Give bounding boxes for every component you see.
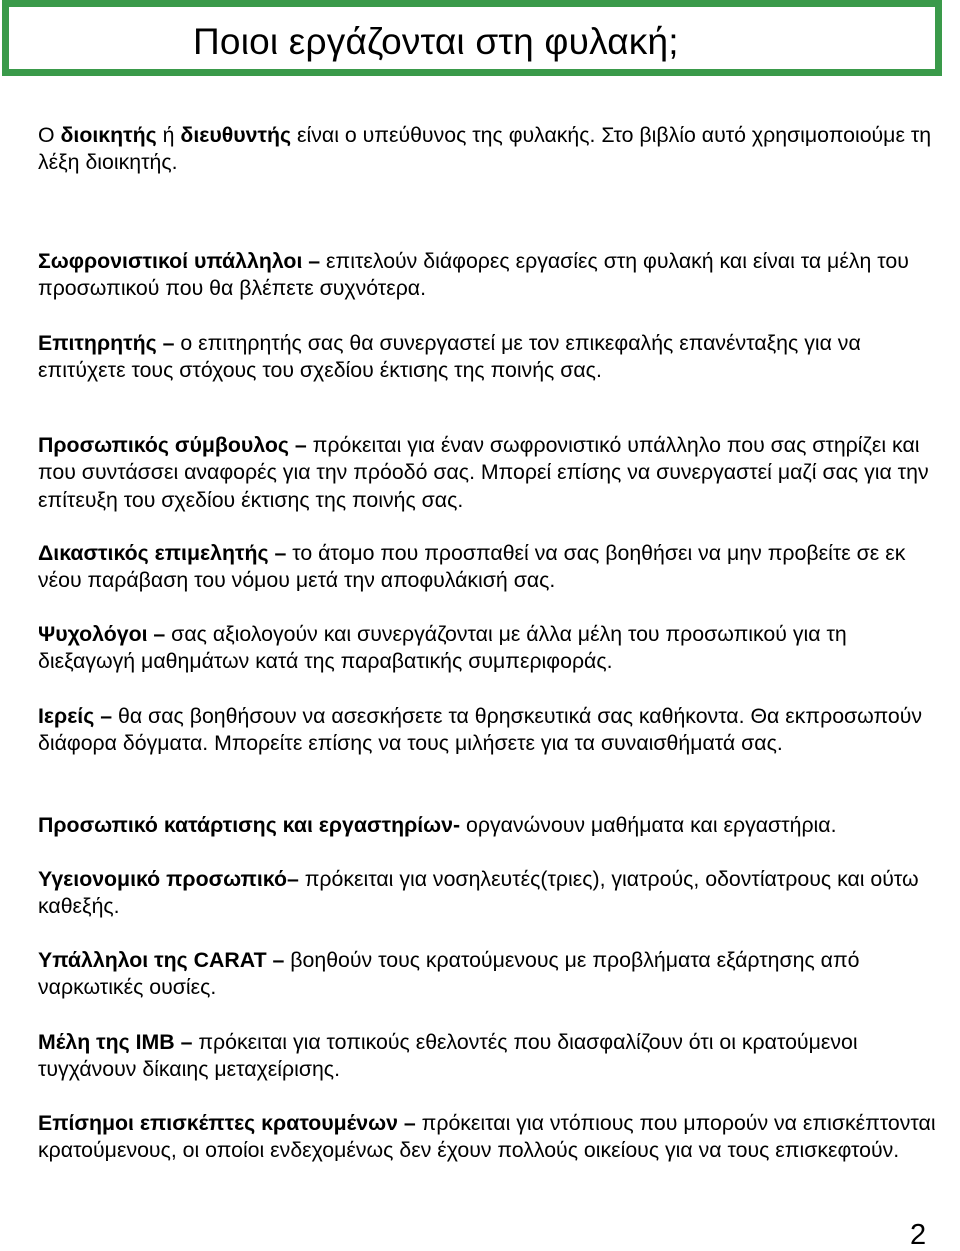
paragraph-probation-officer: Δικαστικός επιμελητής – το άτομο που προσπαθεί να σας βοηθήσει να μην προβείτε σε εκ νέου παράβαση του νόμου μετά την αποφυλάκισή σας. <box>38 541 906 593</box>
title-box <box>2 0 942 76</box>
page-title: Ποιοι εργάζονται στη φυλακή; <box>193 21 679 62</box>
paragraph-health-staff: Υγειονομικό προσωπικό– πρόκειται για νοσηλευτές(τριες), γιατρούς, οδοντίατρους και ούτω καθεξής. <box>38 867 919 919</box>
paragraph-director: Ο διοικητής ή διευθυντής είναι ο υπεύθυνος της φυλακής. Στο βιβλίο αυτό χρησιμοποιούμε τη λέξη διοικητής. <box>38 123 932 175</box>
paragraph-prison-officers: Σωφρονιστικοί υπάλληλοι – επιτελούν διάφορες εργασίες στη φυλακή και είναι τα μέλη του προσωπικού που θα βλέπετε συχνότερα. <box>38 249 909 301</box>
paragraph-training-staff: Προσωπικό κατάρτισης και εργαστηρίων- οργανώνουν μαθήματα και εργαστήρια. <box>38 813 837 837</box>
paragraph-imb-members: Μέλη της IMB – πρόκειται για τοπικούς εθελοντές που διασφαλίζουν ότι οι κρατούμενοι τυγχάνουν δίκαιης μεταχείρισης. <box>38 1030 858 1082</box>
paragraph-carat-staff: Υπάλληλοι της CARAT – βοηθούν τους κρατούμενους με προβλήματα εξάρτησης από ναρκωτικές ουσίες. <box>38 948 860 1000</box>
paragraph-supervisor: Επιτηρητής – ο επιτηρητής σας θα συνεργαστεί με τον επικεφαλής επανένταξης για να επιτύχετε τους στόχους του σχεδίου έκτισης της ποινής σας. <box>38 331 861 383</box>
paragraph-personal-advisor: Προσωπικός σύμβουλος – πρόκειται για έναν σωφρονιστικό υπάλληλο που σας στηρίζει και που συντάσσει αναφορές για την πρόοδό σας. Μπορεί επίσης να συνεργαστεί μαζί σας για την επίτευξη του σχεδίου έκτισης της ποινής σας. <box>38 433 929 512</box>
paragraph-chaplains: Ιερείς – θα σας βοηθήσουν να ασεσκήσετε τα θρησκευτικά σας καθήκοντα. Θα εκπροσωπούν διάφορα δόγματα. Μπορείτε επίσης να τους μιλήσετε για τα συναισθήματά σας. <box>38 704 923 756</box>
paragraph-official-visitors: Επίσημοι επισκέπτες κρατουμένων – πρόκειται για ντόπιους που μπορούν να επισκέπτονται κρατούμενους, οι οποίοι ενδεχομένως δεν έχουν πολλούς οικείους για να τους επισκεφτούν. <box>38 1111 936 1163</box>
paragraph-psychologists: Ψυχολόγοι – σας αξιολογούν και συνεργάζονται με άλλα μέλη του προσωπικού για τη διεξαγωγή μαθημάτων κατά της παραβατικής συμπεριφοράς. <box>38 622 847 674</box>
page-number: 2 <box>910 1219 927 1251</box>
